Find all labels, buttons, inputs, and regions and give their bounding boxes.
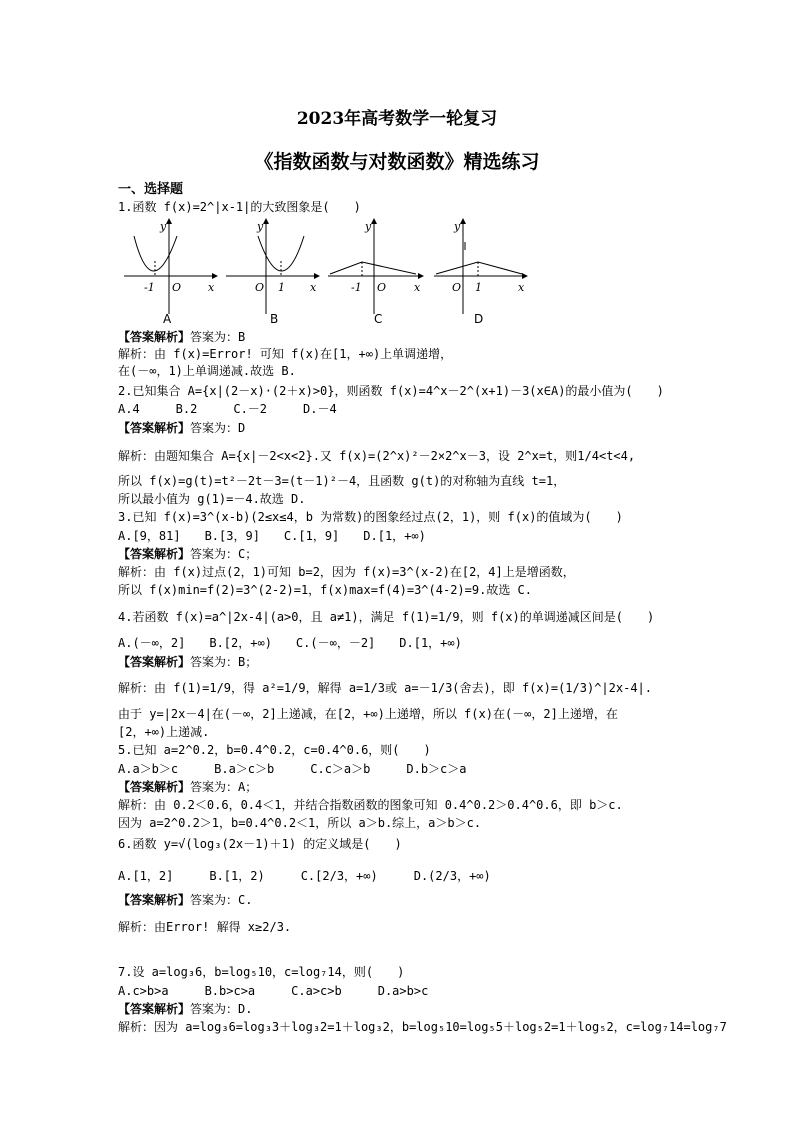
graph-a [122,216,222,326]
solution-3a: 解析：由 f(x)过点(2，1)可知 b=2，因为 f(x)=3^(x-2)在[2，4]上是增函数， [118,565,575,579]
answer-heading: 【答案解析】 [118,330,191,344]
graph-d-svg [432,216,532,316]
graph-d [432,216,532,326]
graph-c-x-label: x [414,281,421,294]
graph-a-origin: O [172,281,182,294]
document-subtitle: 《指数函数与对数函数》精选练习 [254,151,540,173]
graph-d-y-label: y [454,220,461,233]
solution-2a: 解析：由题知集合 A={x|－2<x<2}.又 f(x)=(2^x)²－2×2^x－3，设 2^x=t，则1/4<t<4, [118,449,636,463]
answer-7: 【答案解析】答案为：D. [118,1002,253,1016]
graph-c-y-label: y [365,220,372,233]
section-heading: 一、选择题 [118,182,184,197]
graph-b-tick: 1 [278,281,285,294]
answer-1: 【答案解析】答案为：B [118,330,246,344]
solution-4c: [2，+∞)上递减. [118,725,210,739]
graph-d-origin: O [452,281,462,294]
solution-3b: 所以 f(x)min=f(2)=3^(2-2)=1，f(x)max=f(4)=3^(4-2)=9.故选 C. [118,583,533,597]
graph-b [224,216,324,326]
solution-2c: 所以最小值为 g(1)=－4.故选 D. [118,492,306,506]
graph-c-label: C [374,312,383,326]
graph-c [326,216,426,326]
graph-a-x-label: x [208,281,215,294]
answer-heading: 【答案解析】 [118,893,191,907]
question-4: 4.若函数 f(x)=a^|2x-4|(a>0，且 a≠1)，满足 f(1)=1/9，则 f(x)的单调递减区间是( ) [118,610,655,624]
solution-1a: 解析：由 f(x)=Error! 可知 f(x)在[1，+∞)上单调递增， [118,347,453,361]
answer-5: 【答案解析】答案为：A； [118,780,258,794]
graph-b-origin: O [255,281,265,294]
graph-b-svg [224,216,324,316]
graph-d-tick: 1 [475,281,482,294]
answer-6: 【答案解析】答案为：C. [118,893,253,907]
graph-b-label: B [270,312,279,326]
graph-c-tick: -1 [351,281,362,294]
solution-7: 解析：因为 a=log₃6=log₃3＋log₃2=1＋log₃2，b=log₅10=log₅5＋log₅2=1＋log₅2，c=log₇14=log₇7 [118,1020,727,1034]
answer-2: 【答案解析】答案为：D [118,421,246,435]
document-title: 2023年高考数学一轮复习 [296,109,498,129]
answer-4: 【答案解析】答案为：B； [118,655,258,669]
options-3: A.[9，81] B.[3，9] C.[1，9] D.[1，+∞) [118,529,426,543]
answer-heading: 【答案解析】 [118,1002,191,1016]
answer-3: 【答案解析】答案为：C； [118,547,258,561]
graph-b-y-label: y [257,220,264,233]
graph-c-origin: O [377,281,387,294]
solution-4b: 由于 y=|2x－4|在(－∞，2]上递减，在[2，+∞)上递增，所以 f(x)在(－∞，2]上递增，在 [118,707,618,721]
options-2: A.4 B.2 C.－2 D.－4 [118,402,337,416]
options-4: A.(－∞，2] B.[2，+∞) C.(－∞，－2] D.[1，+∞) [118,636,462,650]
question-6: 6.函数 y=√(log₃(2x－1)＋1) 的定义域是( ) [118,837,402,851]
question-7: 7.设 a=log₃6，b=log₅10，c=log₇14，则( ) [118,965,405,979]
answer-heading: 【答案解析】 [118,655,191,669]
graph-d-label: D [474,312,484,326]
answer-heading: 【答案解析】 [118,547,191,561]
graph-a-label: A [163,312,172,326]
question-5: 5.已知 a=2^0.2，b=0.4^0.2，c=0.4^0.6，则( ) [118,743,431,757]
graph-a-y-label: y [160,220,167,233]
solution-1b: 在(－∞，1)上单调递减.故选 B. [118,364,296,378]
answer-heading: 【答案解析】 [118,421,191,435]
options-7: A.c>b>a B.b>c>a C.a>c>b D.a>b>c [118,984,429,998]
solution-4a: 解析：由 f(1)=1/9，得 a²=1/9，解得 a=1/3或 a=－1/3(舍去)，即 f(x)=(1/3)^|2x-4|. [118,681,653,695]
solution-2b: 所以 f(x)=g(t)=t²－2t－3=(t－1)²－4，且函数 g(t)的对称轴为直线 t=1， [118,474,566,488]
graph-d-x-label: x [518,281,525,294]
graph-c-svg [326,216,426,316]
question-3: 3.已知 f(x)=3^(x-b)(2≤x≤4，b 为常数)的图象经过点(2，1)，则 f(x)的值域为( ) [118,510,623,524]
graph-a-svg [122,216,222,316]
options-5: A.a＞b＞c B.a＞c＞b C.c＞a＞b D.b＞c＞a [118,762,467,776]
solution-5b: 因为 a=2^0.2＞1，b=0.4^0.2＜1，所以 a＞b.综上，a＞b＞c. [118,816,482,830]
solution-5a: 解析：由 0.2＜0.6，0.4＜1，并结合指数函数的图象可知 0.4^0.2＞0.4^0.6，即 b＞c. [118,798,623,812]
graph-a-tick: -1 [144,281,155,294]
graph-b-x-label: x [310,281,317,294]
question-1: 1.函数 f(x)=2^|x-1|的大致图象是( ) [118,200,361,214]
options-6: A.[1，2] B.[1，2) C.[2/3，+∞) D.(2/3，+∞) [118,869,491,883]
question-2: 2.已知集合 A={x|(2－x)·(2＋x)>0}，则函数 f(x)=4^x－2^(x+1)－3(x∈A)的最小值为( ) [118,384,664,398]
solution-6: 解析：由Error! 解得 x≥2/3. [118,920,292,934]
answer-heading: 【答案解析】 [118,780,191,794]
